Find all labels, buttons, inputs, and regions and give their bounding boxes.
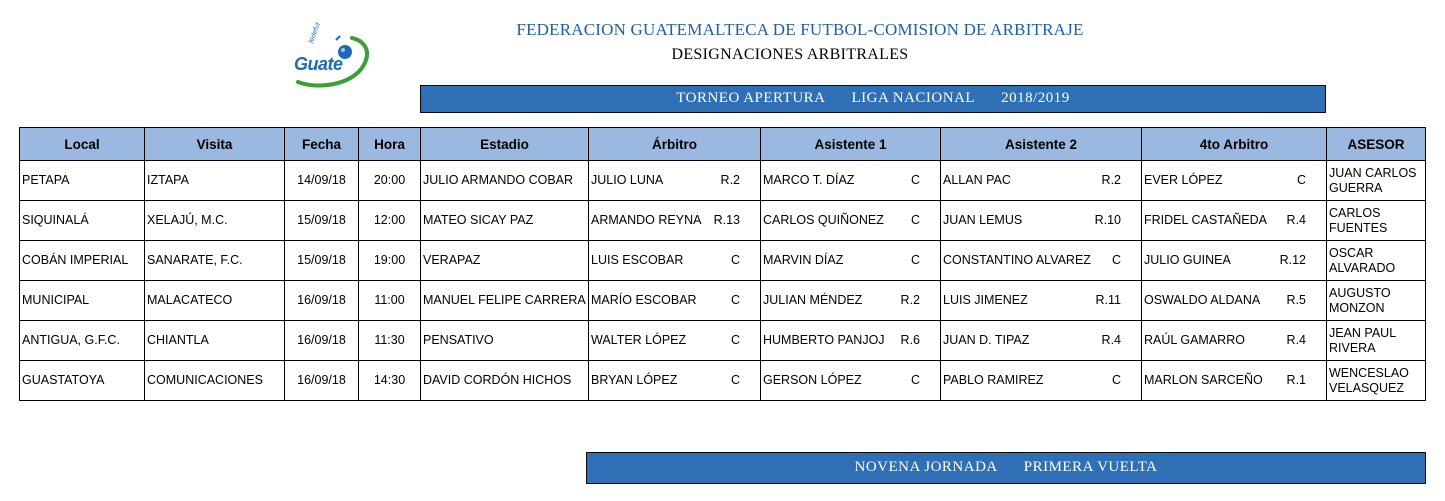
vuelta-label: PRIMERA VUELTA: [1023, 459, 1158, 475]
tournament-name: TORNEO APERTURA: [676, 90, 826, 106]
fourth-official-cell: [1142, 241, 1327, 281]
fourth-official-name: RAÚL GAMARRO: [1144, 333, 1245, 347]
referee-category: R.2: [720, 173, 740, 187]
referee-category: R.13: [713, 213, 740, 227]
stadium-cell: DAVID CORDÓN HICHOS: [421, 361, 589, 401]
column-header-estadio: Estadio: [421, 128, 589, 161]
visiting-team-cell: MALACATECO: [145, 281, 285, 321]
page-subtitle: DESIGNACIONES ARBITRALES: [671, 46, 909, 63]
date-cell: 16/09/18: [285, 321, 359, 361]
assistant-1-cell: [761, 161, 941, 201]
referee-name: ARMANDO REYNA: [591, 213, 702, 227]
assistant-2-cell: [941, 241, 1142, 281]
time-cell: 19:00: [359, 241, 421, 281]
column-header-fecha: Fecha: [285, 128, 359, 161]
referee-name: JULIO LUNA: [591, 173, 664, 187]
tournament-banner: [420, 85, 1326, 113]
assistant-2-cell: [941, 361, 1142, 401]
assistant-1-cell: [761, 241, 941, 281]
fourth-official-name: MARLON SARCEÑO: [1144, 373, 1263, 387]
referee-cell: [589, 321, 761, 361]
fourth-official-category: R.4: [1286, 333, 1306, 347]
assistant-2-cell: [941, 321, 1142, 361]
jornada-label: NOVENA JORNADA: [854, 459, 998, 475]
stadium-cell: VERAPAZ: [421, 241, 589, 281]
assistant-1-name: MARVIN DÍAZ: [763, 253, 844, 267]
referee-name: WALTER LÓPEZ: [591, 333, 687, 347]
fourth-official-category: R.1: [1286, 373, 1306, 387]
assessor-cell: JUAN CARLOS GUERRA: [1327, 161, 1426, 201]
column-header-arbitro: Árbitro: [589, 128, 761, 161]
assistant-2-category: C: [1111, 373, 1121, 387]
stadium-cell: PENSATIVO: [421, 321, 589, 361]
visiting-team-cell: CHIANTLA: [145, 321, 285, 361]
time-cell: 20:00: [359, 161, 421, 201]
page-title: FEDERACION GUATEMALTECA DE FUTBOL-COMISION DE ARBITRAJE: [516, 20, 1084, 39]
referee-name: BRYAN LÓPEZ: [591, 373, 678, 387]
assistant-1-cell: [761, 361, 941, 401]
assistant-2-name: PABLO RAMIREZ: [943, 373, 1044, 387]
assessor-cell: OSCAR ALVARADO: [1327, 241, 1426, 281]
assistant-2-name: LUIS JIMENEZ: [943, 293, 1028, 307]
table-header-row: [20, 128, 1426, 161]
assistant-1-name: GERSON LÓPEZ: [763, 373, 862, 387]
visiting-team-cell: IZTAPA: [145, 161, 285, 201]
local-team-cell: ANTIGUA, G.F.C.: [20, 321, 145, 361]
stadium-cell: MATEO SICAY PAZ: [421, 201, 589, 241]
assistant-2-category: R.2: [1101, 173, 1121, 187]
referee-cell: [589, 361, 761, 401]
local-team-cell: SIQUINALÁ: [20, 201, 145, 241]
designations-table: [19, 127, 1426, 401]
assistant-2-name: CONSTANTINO ALVAREZ: [943, 253, 1091, 267]
jornada-banner: [586, 452, 1426, 484]
assistant-2-category: R.4: [1101, 333, 1121, 347]
referee-category: C: [730, 333, 740, 347]
assistant-2-name: JUAN D. TIPAZ: [943, 333, 1030, 347]
logo-small-text: fedefut: [308, 21, 322, 45]
visiting-team-cell: XELAJÚ, M.C.: [145, 201, 285, 241]
stadium-cell: MANUEL FELIPE CARRERA: [421, 281, 589, 321]
assistant-1-category: C: [910, 373, 920, 387]
column-header-cuarto-arbitro: 4to Arbitro: [1142, 128, 1327, 161]
fourth-official-cell: [1142, 281, 1327, 321]
assistant-1-name: JULIAN MÉNDEZ: [763, 293, 863, 307]
assessor-cell: JEAN PAUL RIVERA: [1327, 321, 1426, 361]
assistant-1-category: R.2: [900, 293, 920, 307]
date-cell: 16/09/18: [285, 361, 359, 401]
fourth-official-cell: [1142, 321, 1327, 361]
assistant-2-cell: [941, 201, 1142, 241]
assistant-2-cell: [941, 161, 1142, 201]
fourth-official-name: FRIDEL CASTAÑEDA: [1144, 213, 1267, 227]
column-header-visita: Visita: [145, 128, 285, 161]
assistant-1-category: C: [910, 173, 920, 187]
referee-cell: [589, 201, 761, 241]
date-cell: 16/09/18: [285, 281, 359, 321]
league-name: LIGA NACIONAL: [851, 90, 976, 106]
season-label: 2018/2019: [1001, 90, 1070, 106]
fourth-official-name: JULIO GUINEA: [1144, 253, 1231, 267]
referee-name: LUIS ESCOBAR: [591, 253, 684, 267]
fourth-official-category: R.12: [1279, 253, 1306, 267]
visiting-team-cell: SANARATE, F.C.: [145, 241, 285, 281]
assistant-1-cell: [761, 321, 941, 361]
table-row: [20, 321, 1426, 361]
assistant-1-name: CARLOS QUIÑONEZ: [763, 213, 884, 227]
assistant-1-name: HUMBERTO PANJOJ: [763, 333, 885, 347]
fourth-official-cell: [1142, 361, 1327, 401]
time-cell: 11:30: [359, 321, 421, 361]
time-cell: 14:30: [359, 361, 421, 401]
date-cell: 15/09/18: [285, 241, 359, 281]
assistant-1-cell: [761, 201, 941, 241]
local-team-cell: PETAPA: [20, 161, 145, 201]
referee-name: MARÍO ESCOBAR: [591, 293, 697, 307]
referee-category: C: [730, 293, 740, 307]
assessor-cell: CARLOS FUENTES: [1327, 201, 1426, 241]
column-header-local: Local: [20, 128, 145, 161]
referee-cell: [589, 241, 761, 281]
assistant-1-category: C: [910, 213, 920, 227]
table-row: [20, 201, 1426, 241]
fourth-official-category: R.5: [1286, 293, 1306, 307]
column-header-asesor: ASESOR: [1327, 128, 1426, 161]
local-team-cell: COBÁN IMPERIAL: [20, 241, 145, 281]
table-row: [20, 281, 1426, 321]
fourth-official-name: EVER LÓPEZ: [1144, 173, 1223, 187]
time-cell: 11:00: [359, 281, 421, 321]
assistant-2-category: C: [1111, 253, 1121, 267]
fourth-official-category: C: [1296, 173, 1306, 187]
assistant-2-category: R.10: [1094, 213, 1121, 227]
referee-category: C: [730, 253, 740, 267]
stadium-cell: JULIO ARMANDO COBAR: [421, 161, 589, 201]
visiting-team-cell: COMUNICACIONES: [145, 361, 285, 401]
assistant-2-name: ALLAN PAC: [943, 173, 1011, 187]
referee-category: C: [730, 373, 740, 387]
column-header-hora: Hora: [359, 128, 421, 161]
assistant-2-cell: [941, 281, 1142, 321]
fourth-official-name: OSWALDO ALDANA: [1144, 293, 1261, 307]
assistant-1-category: R.6: [900, 333, 920, 347]
column-header-asistente-2: Asistente 2: [941, 128, 1142, 161]
assistant-1-category: C: [910, 253, 920, 267]
table-row: [20, 241, 1426, 281]
assistant-1-name: MARCO T. DÍAZ: [763, 173, 855, 187]
referee-cell: [589, 161, 761, 201]
assistant-2-name: JUAN LEMUS: [943, 213, 1023, 227]
time-cell: 12:00: [359, 201, 421, 241]
table-row: [20, 161, 1426, 201]
date-cell: 15/09/18: [285, 201, 359, 241]
assessor-cell: AUGUSTO MONZON: [1327, 281, 1426, 321]
local-team-cell: GUASTATOYA: [20, 361, 145, 401]
fourth-official-category: R.4: [1286, 213, 1306, 227]
fedefut-logo: [288, 21, 372, 88]
assistant-1-cell: [761, 281, 941, 321]
date-cell: 14/09/18: [285, 161, 359, 201]
assessor-cell: WENCESLAO VELASQUEZ: [1327, 361, 1426, 401]
logo-text: Guate: [294, 54, 343, 74]
local-team-cell: MUNICIPAL: [20, 281, 145, 321]
fourth-official-cell: [1142, 201, 1327, 241]
table-row: [20, 361, 1426, 401]
referee-cell: [589, 281, 761, 321]
fourth-official-cell: [1142, 161, 1327, 201]
column-header-asistente-1: Asistente 1: [761, 128, 941, 161]
assistant-2-category: R.11: [1095, 293, 1121, 307]
